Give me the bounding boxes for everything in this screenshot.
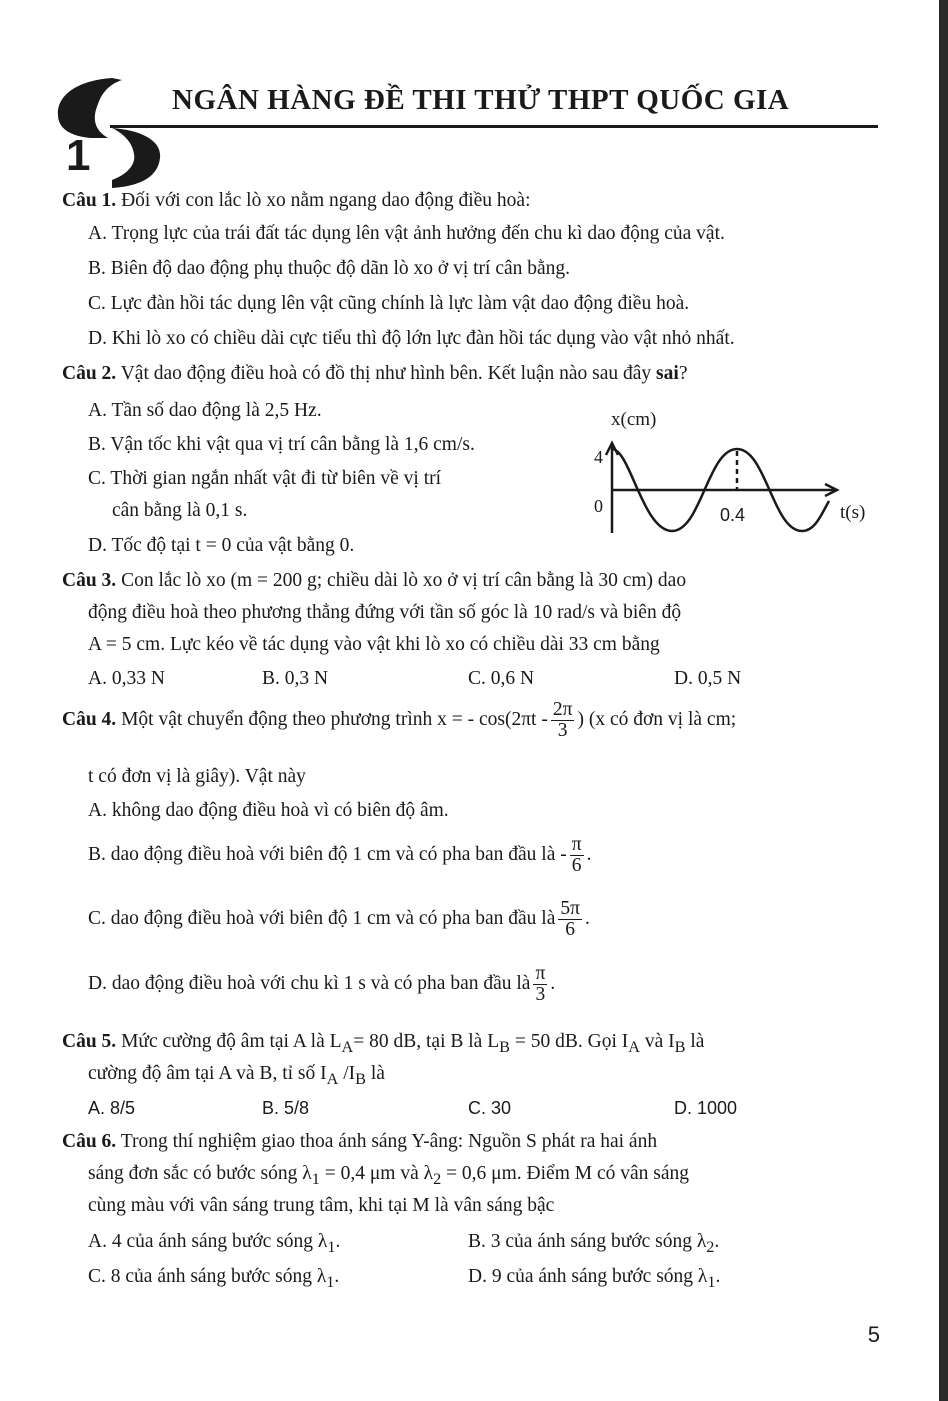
question-mark: ? [678,363,688,384]
question-4-stem [62,698,736,742]
text: là [685,1031,705,1052]
subscript: B [674,1037,686,1056]
chapter-badge [50,78,170,188]
q3-option-c: C. 0,6 N [468,668,535,689]
q4-line-2: t có đơn vị là giây). Vật này [88,766,306,787]
question-label: Câu 6. [62,1131,117,1152]
question-text: Vật dao động điều hoà có đồ thị như hình bên. Kết luận nào sau đây [120,363,652,384]
x-axis-label: t(s) [840,502,866,523]
text: Mức cường độ âm tại A là L [121,1031,342,1052]
question-text: Trong thí nghiệm giao thoa ánh sáng Y-âng: Nguồn S phát ra hai ánh [120,1131,658,1152]
q6-option-a [88,1230,340,1259]
numerator: 5π [560,898,580,920]
q6-option-d [468,1265,720,1294]
option-text: B. 3 của ánh sáng bước sóng λ [468,1231,707,1252]
origin-label: 0 [594,496,603,516]
fraction [558,899,582,940]
q4-option-d [88,962,555,1006]
text: = 0,4 μm và λ [319,1163,434,1184]
q1-option-c: C. Lực đàn hồi tác dụng lên vật cũng chính là lực làm vật dao động điều hoà. [88,293,690,314]
q3-option-b: B. 0,3 N [262,668,329,689]
subscript: A [326,1069,339,1088]
question-text: Một vật chuyển động theo phương trình x = - cos(2πt - [121,709,548,730]
question-label: Câu 2. [62,363,117,384]
subscript: 1 [707,1272,716,1291]
question-text: Đối với con lắc lò xo nằm ngang dao động điều hoà: [121,190,531,211]
denominator: 3 [557,720,568,742]
y-axis-label: x(cm) [611,409,657,430]
text: là [366,1063,385,1084]
question-label: Câu 3. [62,570,117,591]
badge-upper-shape [58,78,122,138]
chapter-number: 1 [66,131,91,180]
subscript: 2 [706,1237,715,1256]
badge-lower-shape [112,128,160,188]
text: = 80 dB, tại B là L [353,1031,500,1052]
period: . [550,973,556,994]
page-title: NGÂN HÀNG ĐỀ THI THỬ THPT QUỐC GIA [172,84,790,116]
q1-option-a: A. Trọng lực của trái đất tác dụng lên vật ảnh hưởng đến chu kì dao động của vật. [88,223,725,244]
page-number: 5 [867,1322,880,1347]
option-text: A. 4 của ánh sáng bước sóng λ [88,1231,328,1252]
scan-edge [939,0,948,1401]
subscript: 1 [327,1237,336,1256]
q2-option-b: B. Vận tốc khi vật qua vị trí cân bằng là 1,6 cm/s. [88,434,475,455]
period: . [334,1266,340,1287]
option-text: C. 8 của ánh sáng bước sóng λ [88,1266,327,1287]
q3-line-3: A = 5 cm. Lực kéo về tác dụng vào vật khi lò xo có chiều dài 33 cm bằng [88,634,660,655]
question-1-stem [62,189,531,213]
fraction [551,700,575,741]
fraction [570,835,584,876]
q5-option-a: A. 8/5 [88,1098,136,1118]
subscript: A [341,1037,354,1056]
subscript: 1 [311,1169,320,1188]
title-underline [110,125,878,128]
q5-option-d: D. 1000 [674,1098,738,1118]
subscript: 2 [433,1169,442,1188]
question-label: Câu 4. [62,709,117,730]
fraction [533,964,547,1005]
q6-option-c [88,1265,339,1294]
denominator: 3 [535,984,546,1006]
q1-option-d: D. Khi lò xo có chiều dài cực tiểu thì độ lớn lực đàn hồi tác dụng vào vật nhỏ nhất. [88,328,735,349]
period: . [714,1231,720,1252]
q4-option-b [88,833,591,877]
q2-option-c-cont: cân bằng là 0,1 s. [112,500,248,521]
denominator: 6 [565,919,576,941]
q3-line-2: động điều hoà theo phương thẳng đứng với tần số góc là 10 rad/s và biên độ [88,602,682,623]
period: . [715,1266,721,1287]
numerator: 2π [552,699,573,721]
period: . [584,908,590,929]
subscript: A [628,1037,640,1056]
question-3-stem [62,569,686,593]
subscript: B [499,1037,510,1056]
q2-option-c: C. Thời gian ngắn nhất vật đi từ biên về vị trí [88,468,442,489]
text: = 0,6 μm. Điểm M có vân sáng [441,1163,690,1184]
option-text: B. dao động điều hoà với biên độ 1 cm và có pha ban đầu là - [88,844,567,865]
question-text: Con lắc lò xo (m = 200 g; chiều dài lò xo ở vị trí cân bằng là 30 cm) dao [121,570,687,591]
question-label: Câu 1. [62,190,117,211]
x-tick-label: 0.4 [720,505,746,525]
text: cường độ âm tại A và B, tỉ số I [88,1063,327,1084]
q6-line-3: cùng màu với vân sáng trung tâm, khi tại M là vân sáng bậc [88,1195,555,1216]
q2-option-d: D. Tốc độ tại t = 0 của vật bằng 0. [88,535,355,556]
q3-option-d: D. 0,5 N [674,668,742,689]
question-5-stem [62,1030,704,1059]
text: /I [338,1063,356,1084]
text: và I [639,1031,675,1052]
option-text: C. dao động điều hoà với biên độ 1 cm và có pha ban đầu là [88,908,556,929]
period: . [586,844,592,865]
question-6-stem [62,1130,657,1154]
q5-option-b: B. 5/8 [262,1098,310,1118]
q6-line-2 [88,1162,689,1191]
q5-option-c: C. 30 [468,1098,512,1118]
denominator: 6 [571,855,582,877]
numerator: π [571,834,582,856]
numerator: π [535,963,546,985]
text: sáng đơn sắc có bước sóng λ [88,1163,312,1184]
q1-option-b: B. Biên độ dao động phụ thuộc độ dãn lò xo ở vị trí cân bằng. [88,258,571,279]
q4-option-a: A. không dao động điều hoà vì có biên độ âm. [88,800,449,821]
subscript: 1 [326,1272,335,1291]
q2-option-a: A. Tần số dao động là 2,5 Hz. [88,400,322,421]
q5-line-2 [88,1062,385,1091]
q6-option-b [468,1230,719,1259]
emphasis-word: sai [656,363,679,384]
q3-option-a: A. 0,33 N [88,668,165,689]
option-text: D. dao động điều hoà với chu kì 1 s và có pha ban đầu là [88,973,531,994]
period: . [335,1231,341,1252]
subscript: B [355,1069,366,1088]
text: = 50 dB. Gọi I [509,1031,629,1052]
q4-option-c [88,897,590,941]
option-text: D. 9 của ánh sáng bước sóng λ [468,1266,708,1287]
question-label: Câu 5. [62,1031,117,1052]
y-tick-label: 4 [594,447,603,467]
question-text-end: ) (x có đơn vị là cm; [577,709,737,730]
question-2-stem [62,362,687,386]
oscillation-graph [585,405,885,560]
